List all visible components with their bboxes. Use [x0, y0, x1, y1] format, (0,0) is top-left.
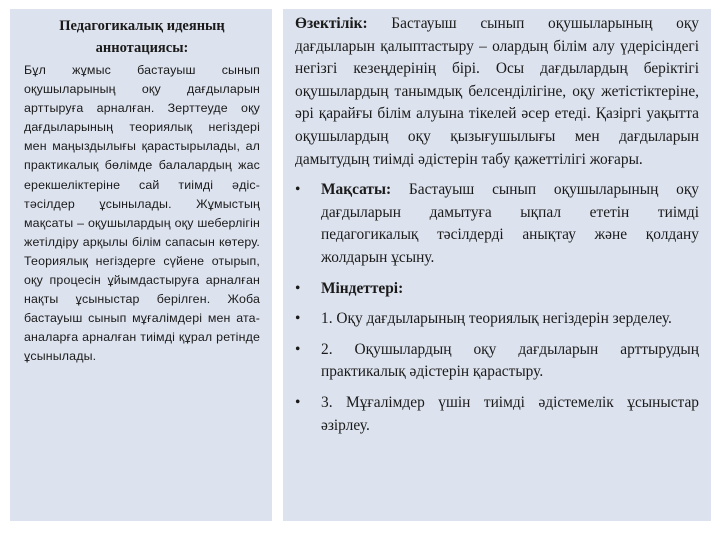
bullet-list: [295, 179, 699, 437]
task-text-3: 3. Мұғалімдер үшін тиімді әдістемелік ұсыныстар әзірлеу.: [321, 393, 699, 434]
annotation-body: Бұл жұмыс бастауыш сынып оқушыларының оқу дағдыларын арттыруға арналған. Зерттеуде оқу дағдыларының теориялық негіздері мен маңыздылығы қарастырылады, ал практикалық бөлімде балалардың жас ерекшеліктеріне сай тиімді әдіс-тәсілдер ұсынылады. Жұмыстың мақсаты – оқушылардың оқу шеберлігін жетілдіру арқылы білім сапасын көтеру. Теориялық негіздерге сүйене отырып, оқу процесін ұйымдастыруға арналған нақты ұсыныстар берілген. Жоба бастауыш сынып мұғалімдері мен ата-аналарға арналған тиімді құрал ретінде ұсынылады.: [24, 63, 260, 364]
goal-text: Бастауыш сынып оқушыларының оқу дағдыларын дамытуға ықпал ететін тиімді педагогикалық тәсілдерді анықтау және қолдану жолдарын ұсыну.: [321, 181, 699, 266]
annotation-panel: [10, 9, 272, 521]
task-item-1: [295, 308, 699, 331]
goal-item: [295, 179, 699, 269]
task-item-2: [295, 339, 699, 384]
relevance-text: Бастауыш сынып оқушыларының оқу дағдыларын қалыптастыру – олардың білім алу үдерісіндегі негізгі кезеңдерінің бірі. Осы дағдылардың беріктігі оқушылардың танымдық белсенділігіне, оқу жетістіктеріне, әрі қарайғы білім алуына тікелей әсер етеді. Қазіргі уақытта оқушылардың оқу қызығушылығы мен дағдыларын дамытудың тиімді әдістерін табу қажеттілігі жоғары.: [295, 15, 699, 168]
bullet-icon: •: [295, 279, 301, 297]
tasks-label: Міндеттері:: [321, 279, 404, 297]
relevance-label: Өзектілік:: [295, 15, 368, 32]
annotation-title: Педагогикалық идеяның аннотациясы:: [59, 18, 225, 56]
bullet-icon: •: [295, 393, 301, 411]
relevance-panel: [283, 9, 711, 521]
task-item-3: [295, 392, 699, 437]
bullet-icon: •: [295, 181, 301, 199]
bullet-icon: •: [295, 340, 301, 358]
tasks-item: [295, 278, 699, 301]
goal-label: Мақсаты:: [321, 181, 392, 199]
relevance-paragraph: [295, 13, 699, 171]
task-text-1: 1. Оқу дағдыларының теориялық негіздерін зерделеу.: [321, 310, 672, 328]
bullet-icon: •: [295, 310, 301, 328]
task-text-2: 2. Оқушылардың оқу дағдыларын арттырудың практикалық әдістерін қарастыру.: [321, 340, 699, 381]
